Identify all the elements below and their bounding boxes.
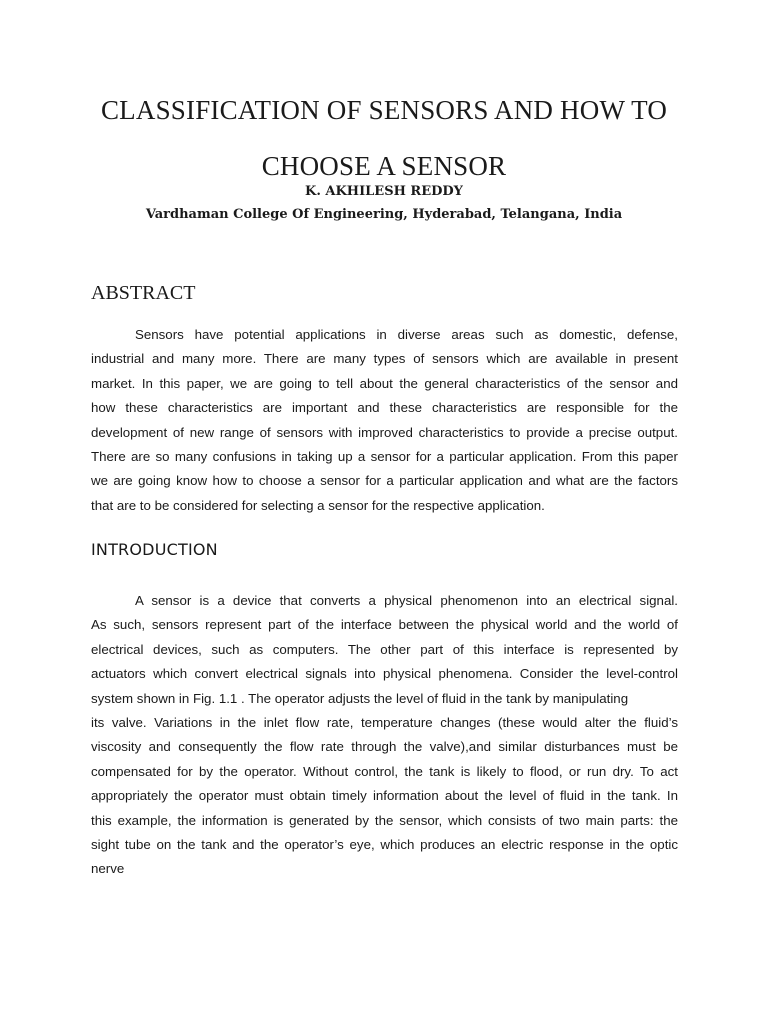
abstract-line: that are to be considered for selecting a sensor for the respective application.	[91, 497, 545, 513]
introduction-line: appropriately the operator must obtain timely information about the level of fluid in the tank. In	[91, 788, 678, 804]
introduction-heading: INTRODUCTION	[91, 540, 218, 559]
paper-title-line: CLASSIFICATION OF SENSORS AND HOW TO	[100, 95, 668, 125]
introduction-line: As such, sensors represent part of the interface between the physical world and the world of	[91, 617, 678, 633]
introduction-line: system shown in Fig. 1.1 . The operator adjusts the level of fluid in the tank by manipulating	[91, 690, 629, 706]
abstract-line: Sensors have potential applications in diverse areas such as domestic, defense,	[135, 327, 678, 342]
abstract-heading: ABSTRACT	[91, 282, 196, 304]
abstract-line: market. In this paper, we are going to tell about the general characteristics of the sensor and	[91, 375, 678, 391]
introduction-line: viscosity and consequently the flow rate through the valve),and similar disturbances must be	[91, 739, 678, 755]
introduction-line: nerve	[91, 861, 125, 877]
introduction-line: sight tube on the tank and the operator’s eye, which produces an electric response in the optic	[91, 837, 678, 853]
paper-title-line: CHOOSE A SENSOR	[261, 151, 507, 181]
paper-title	[60, 82, 708, 194]
introduction-line: A sensor is a device that converts a physical phenomenon into an electrical signal.	[135, 593, 678, 608]
abstract-line: industrial and many more. There are many types of sensors which are available in present	[91, 351, 678, 367]
introduction-line: electrical devices, such as computers. The other part of this interface is represented by	[91, 641, 678, 657]
introduction-line: this example, the information is generated by the sensor, which consists of two main parts: the	[91, 812, 678, 828]
abstract-line: development of new range of sensors with improved characteristics to provide a precise output.	[91, 424, 678, 440]
abstract-line: how these characteristics are important and these characteristics are responsible for the	[91, 400, 678, 416]
abstract-line: There are so many confusions in taking up a sensor for a particular application. From this paper	[91, 449, 678, 465]
introduction-line: its valve. Variations in the inlet flow rate, temperature changes (these would alter the fluid’s	[91, 715, 678, 731]
author-affiliation: Vardhaman College Of Engineering, Hyderabad, Telangana, India	[145, 207, 623, 222]
introduction-paragraph	[91, 589, 678, 882]
introduction-line: actuators which convert electrical signals into physical phenomena. Consider the level-control	[91, 666, 678, 682]
author-name: K. AKHILESH REDDY	[305, 184, 463, 199]
abstract-line: we are going know how to choose a sensor for a particular application and what are the factors	[91, 473, 678, 489]
abstract-paragraph	[91, 323, 678, 518]
introduction-line: compensated for by the operator. Without control, the tank is likely to flood, or run dry. To act	[91, 763, 678, 779]
